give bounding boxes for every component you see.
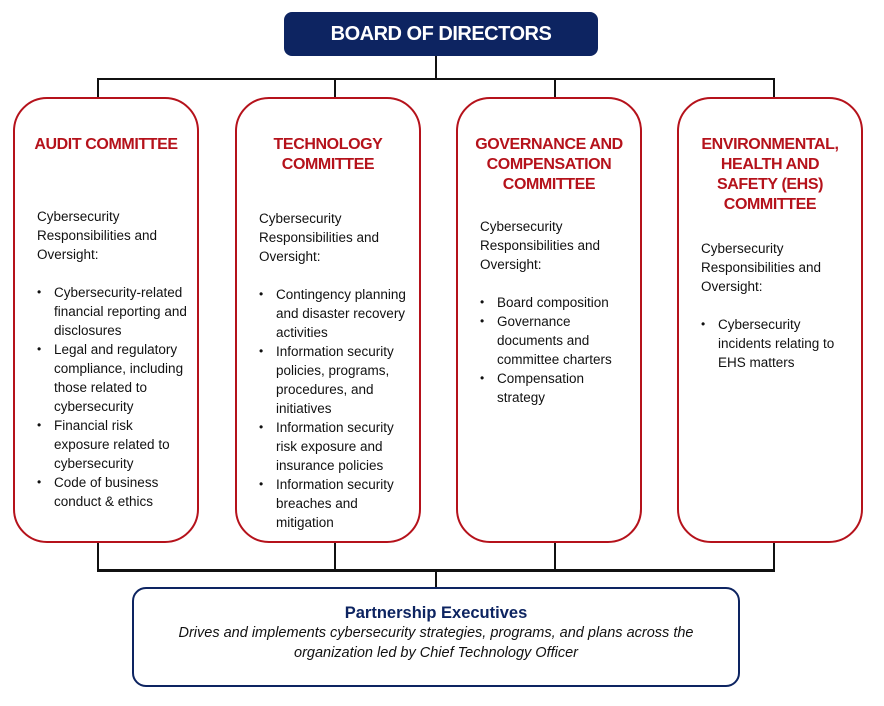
partnership-executives-box (132, 587, 740, 687)
responsibility-list (679, 315, 861, 372)
connector-top-ehs (773, 78, 775, 98)
committee-intro: Cybersecurity Responsibilities and Oversight: (37, 209, 158, 262)
committee-title: AUDIT COMMITTEE (34, 136, 178, 153)
committee-intro: Cybersecurity Responsibilities and Oversight: (480, 219, 601, 272)
list-item: • Legal and regulatory compliance, including those related to cybersecurity (37, 342, 184, 414)
list-item: • Compensation strategy (480, 371, 585, 405)
board-label: BOARD OF DIRECTORS (330, 22, 552, 45)
list-item: • Cybersecurity incidents relating to EHS matters (701, 317, 835, 370)
connector-top-audit (97, 78, 99, 98)
bullet-icon: • (37, 418, 42, 432)
executives-description: Drives and implements cybersecurity strategies, programs, and plans across the organization led by Chief Technology Officer (178, 625, 694, 661)
bullet-icon: • (480, 371, 485, 385)
list-item: • Code of business conduct & ethics (37, 475, 159, 509)
bullet-icon: • (259, 477, 264, 491)
list-item: • Financial risk exposure related to cybersecurity (37, 418, 170, 471)
bullet-icon: • (259, 420, 264, 434)
connector-top-horizontal (97, 78, 774, 80)
bullet-icon: • (37, 285, 42, 299)
bullet-icon: • (701, 317, 706, 331)
technology-committee-box (235, 97, 421, 543)
audit-committee-box (13, 97, 199, 543)
connector-top-governance (554, 78, 556, 98)
connector-board-down (435, 56, 437, 79)
connector-bottom-governance (554, 543, 556, 570)
list-item: • Board composition (480, 295, 609, 310)
committee-title: ENVIRONMENTAL, HEALTH AND SAFETY (EHS) COMMITTEE (701, 136, 839, 213)
governance-compensation-committee-box (456, 97, 642, 543)
connector-bottom-technology (334, 543, 336, 570)
list-item: • Information security policies, programs, procedures, and initiatives (259, 344, 394, 416)
list-item: • Information security risk exposure and insurance policies (259, 420, 394, 473)
bullet-icon: • (259, 287, 264, 301)
connector-exec-up (435, 570, 437, 588)
responsibility-list (458, 293, 640, 407)
bullet-icon: • (480, 314, 485, 328)
executives-title: Partnership Executives (344, 604, 528, 622)
connector-top-technology (334, 78, 336, 98)
connector-bottom-audit (97, 543, 99, 570)
committee-intro: Cybersecurity Responsibilities and Oversight: (701, 241, 822, 294)
board-of-directors-box (284, 12, 598, 56)
ehs-committee-box (677, 97, 863, 543)
bullet-icon: • (37, 475, 42, 489)
committee-title: TECHNOLOGY COMMITTEE (273, 136, 383, 173)
committee-title: GOVERNANCE AND COMPENSATION COMMITTEE (475, 136, 623, 193)
committee-intro: Cybersecurity Responsibilities and Oversight: (259, 211, 380, 264)
connector-bottom-ehs (773, 543, 775, 570)
bullet-icon: • (259, 344, 264, 358)
list-item: • Cybersecurity-related financial reporting and disclosures (37, 285, 187, 338)
list-item: • Contingency planning and disaster recovery activities (259, 287, 406, 340)
bullet-icon: • (480, 295, 485, 309)
responsibility-list (15, 283, 197, 511)
responsibility-list (237, 285, 419, 532)
bullet-icon: • (37, 342, 42, 356)
list-item: • Information security breaches and mitigation (259, 477, 394, 530)
list-item: • Governance documents and committee charters (480, 314, 612, 367)
